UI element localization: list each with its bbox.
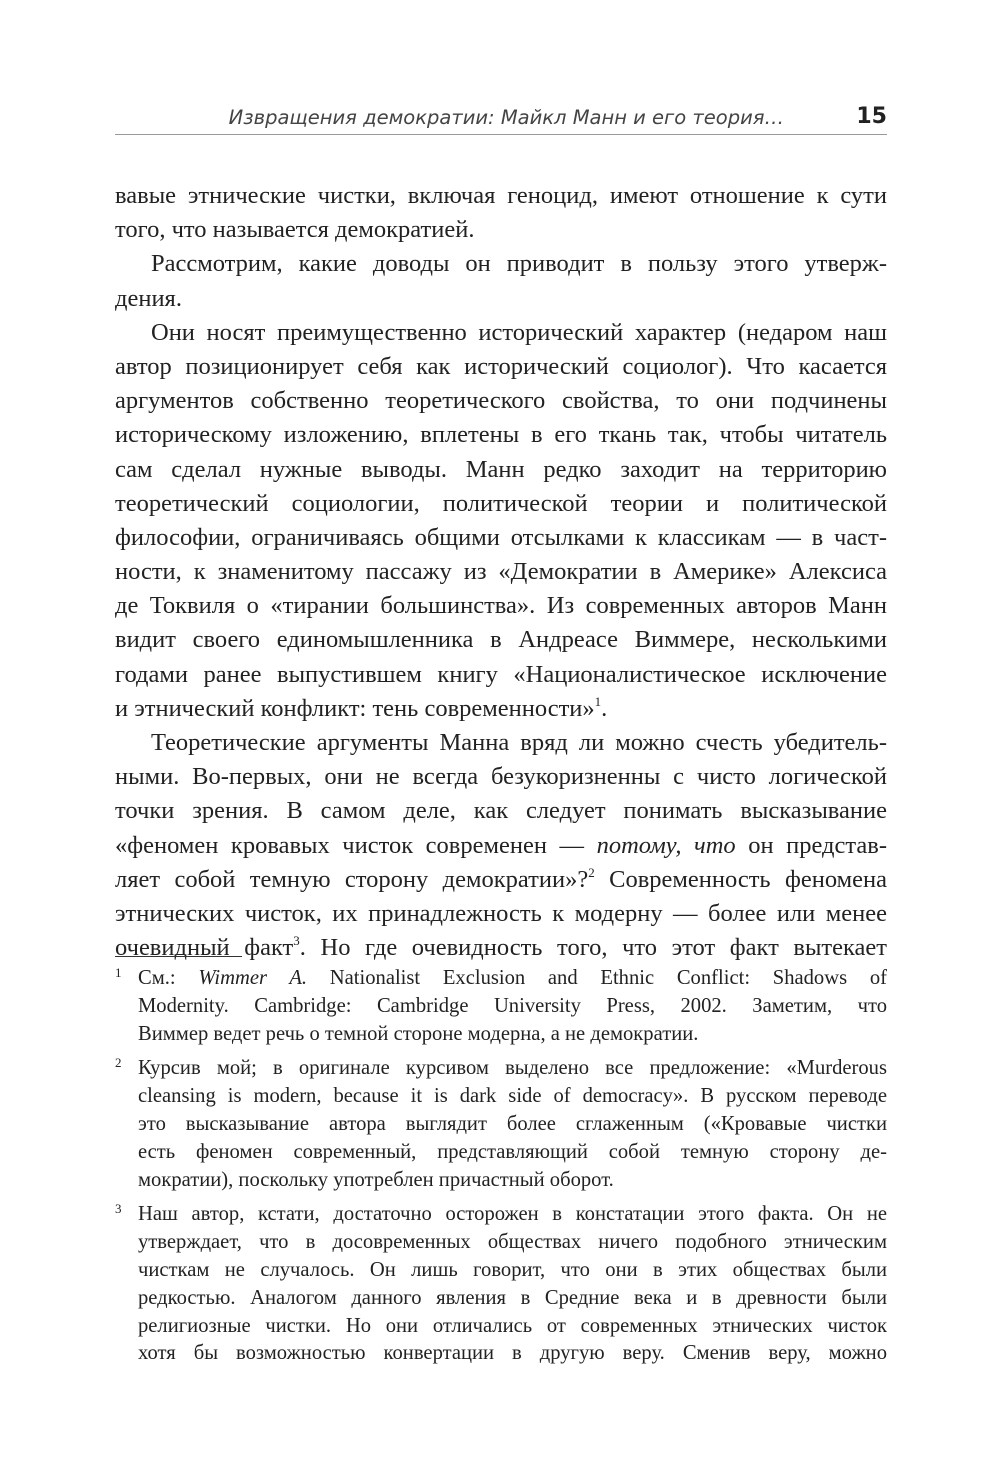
footnote-line: Курсив мой; в оригинале курсивом выделено все предложение: «Murderous (138, 1057, 887, 1080)
footnote-line: это высказывание автора выглядит более сглаженным («Кровавые чистки (138, 1112, 887, 1135)
text-line: Теоретические аргументы Манна вряд ли можно счесть убедитель- (151, 729, 887, 756)
text-span: . (601, 694, 608, 722)
footnote-1 (115, 965, 887, 1048)
text-line: аргументов собственно теоретического свойства, то они подчинены (115, 387, 887, 415)
text-line (115, 692, 887, 726)
footnote-ref-3[interactable]: 3 (293, 933, 300, 949)
text-span: очевидный факт (115, 934, 294, 962)
page-number: 15 (856, 104, 887, 129)
footnote-mark: 2 (115, 1055, 122, 1071)
text-line: Они носят преимущественно исторический характер (недаром наш (151, 318, 887, 346)
paragraph-3 (115, 316, 887, 726)
text-line: точки зрения. В самом деле, как следует понимать высказывание (115, 797, 887, 825)
text-line: дения. (115, 284, 182, 312)
text-span: ляет собой темную сторону демократии»? (115, 865, 589, 893)
footnote-line: редкостью. Аналогом данного явления в Средние века и в древности были (138, 1286, 887, 1309)
footnote-line: есть феномен современный, представляющий собой темную сторону де- (138, 1140, 887, 1163)
footnote-line: Виммер ведет речь о темной стороне модерна, а не демократии. (138, 1022, 699, 1045)
text-line (115, 829, 887, 863)
text-line: ными. Во-первых, они не всегда безукоризненны с чисто логической (115, 763, 887, 791)
text-span: Nationalist Exclusion and Ethnic Conflict: Shadows of (307, 967, 887, 989)
footnote-mark: 1 (115, 965, 122, 980)
text-line: сам сделал нужные выводы. Манн редко заходит на территорию (115, 455, 887, 483)
footnote-line (138, 965, 887, 993)
footnote-2 (115, 1055, 887, 1194)
text-line (115, 863, 887, 897)
text-line: вавые этнические чистки, включая геноцид, имеют отношение к сути (115, 182, 887, 209)
footnote-separator (115, 956, 242, 957)
footnote-line: чисткам не случалось. Он лишь говорит, что они в этих обществах были (138, 1258, 887, 1281)
text-line: этнических чисток, их принадлежность к модерну — более или менее (115, 899, 887, 927)
footnotes (115, 965, 887, 1375)
text-line: де Токвиля о «тирании большинства». Из современных авторов Манн (115, 592, 887, 620)
footnote-ref-2[interactable]: 2 (588, 864, 595, 880)
text-span: он представ- (735, 831, 887, 859)
author-name: Wimmer A. (198, 967, 308, 989)
footnote-line: Наш автор, кстати, достаточно осторожен в констатации этого факта. Он не (138, 1203, 887, 1226)
footnote-line: мократии), поскольку употреблен причастный оборот. (138, 1168, 614, 1191)
main-text (115, 179, 887, 965)
paragraph-4 (115, 726, 887, 965)
text-span: «феномен кровавых чисток современен — (115, 831, 597, 859)
running-title: Извращения демократии: Майкл Манн и его теория… (228, 106, 784, 129)
text-line: Рассмотрим, какие доводы он приводит в пользу этого утверж- (151, 250, 887, 278)
footnote-line: религиозные чистки. Но они отличались от современных этнических чисток (138, 1314, 887, 1337)
text-line: философии, ограничиваясь общими отсылками к классикам — в част- (115, 523, 887, 551)
text-span: и этнический конфликт: тень современности» (115, 694, 595, 722)
emphasis-text: потому, что (596, 831, 736, 859)
footnote-line: Modernity. Cambridge: Cambridge University Press, 2002. Заметим, что (138, 994, 887, 1017)
text-span: . Но где очевидность того, что этот факт вытекает (299, 934, 887, 962)
footnote-3 (115, 1201, 887, 1368)
text-line: видит своего единомышленника в Андреасе Виммере, несколькими (115, 626, 887, 654)
paragraph-1 (115, 179, 887, 247)
footnote-line: утверждает, что в досовременных обществах ничего подобного этническим (138, 1231, 887, 1254)
text-line: ности, к знаменитому пассажу из «Демократии в Америке» Алексиса (115, 558, 887, 586)
running-header (115, 100, 887, 135)
text-line: историческому изложению, вплетены в его ткань так, чтобы читатель (115, 421, 887, 449)
text-line: того, что называется демократией. (115, 216, 475, 244)
text-line: годами ранее выпустившем книгу «Националистическое исключение (115, 660, 887, 688)
text-line: теоретический социологии, политической теории и политической (115, 489, 887, 517)
footnote-mark: 3 (115, 1201, 122, 1217)
footnote-line: хотя бы возможностью конвертации в другую веру. Сменив веру, можно (138, 1342, 887, 1365)
text-span: См.: (138, 967, 199, 989)
text-line (115, 931, 887, 965)
text-line: автор позиционирует себя как исторический социолог). Что касается (115, 352, 887, 380)
footnote-ref-1[interactable]: 1 (594, 693, 602, 709)
text-span: Современность феномена (594, 865, 887, 893)
footnote-line: cleansing is modern, because it is dark side of democracy». В русском переводе (138, 1085, 887, 1108)
paragraph-2 (115, 247, 887, 315)
